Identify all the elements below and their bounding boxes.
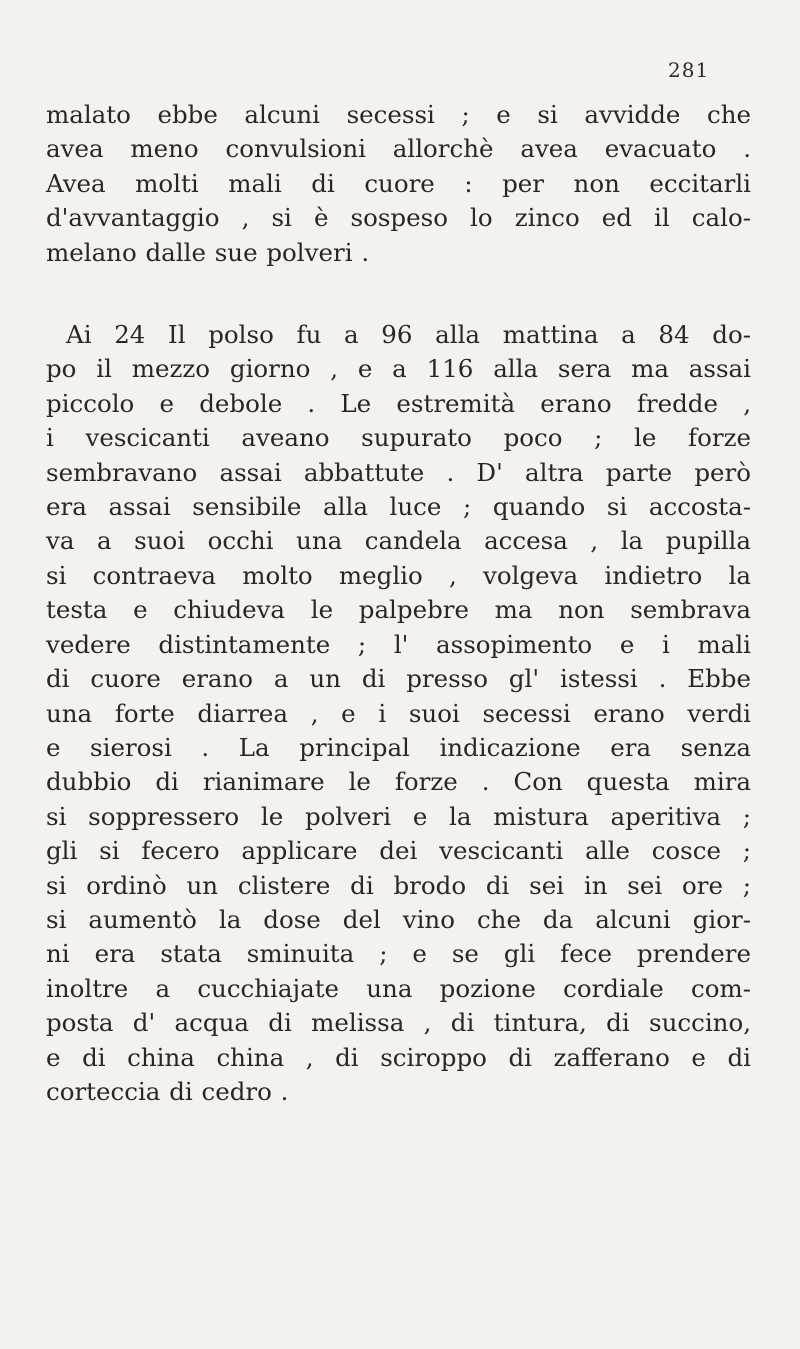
text-line: vedere distintamente ; l' assopimento e i mali [46, 629, 751, 659]
text-line: gli si fecero applicare dei vescicanti alle cosce ; [46, 836, 751, 866]
text-line: i vescicanti aveano supurato poco ; le forze [46, 423, 751, 453]
text-line: si soppressero le polveri e la mistura aperitiva ; [46, 801, 751, 831]
text-line: melano dalle sue polveri . [46, 237, 370, 267]
text-line: si contraeva molto meglio , volgeva indietro la [46, 560, 751, 590]
text-line: corteccia di cedro . [46, 1076, 289, 1106]
text-line: si ordinò un clistere di brodo di sei in sei ore ; [46, 870, 751, 900]
text-line: e sierosi . La principal indicazione era senza [46, 732, 751, 762]
text-line: dubbio di rianimare le forze . Con questa mira [46, 767, 751, 797]
text-line: piccolo e debole . Le estremità erano fredde , [46, 388, 751, 418]
paragraph-1 [46, 98, 751, 270]
paragraph-gap [46, 270, 751, 318]
text-line: e di china china , di sciroppo di zafferano e di [46, 1042, 751, 1072]
text-line: avea meno convulsioni allorchè avea evacuato . [46, 134, 751, 164]
page-number: 281 [668, 58, 710, 82]
text-line: una forte diarrea , e i suoi secessi erano verdi [46, 698, 751, 728]
paragraph-2 [46, 318, 751, 1109]
text-line: posta d' acqua di melissa , di tintura, di succino, [46, 1008, 751, 1038]
text-line: po il mezzo giorno , e a 116 alla sera ma assai [46, 354, 751, 384]
text-line: di cuore erano a un di presso gl' istessi . Ebbe [46, 664, 751, 694]
text-line: va a suoi occhi una candela accesa , la pupilla [46, 526, 751, 556]
text-line: ni era stata sminuita ; e se gli fece prendere [46, 939, 751, 969]
text-line: inoltre a cucchiajate una pozione cordiale com- [46, 973, 751, 1003]
text-line: d'avvantaggio , si è sospeso lo zinco ed il calo- [46, 203, 751, 233]
text-line: sembravano assai abbattute . D' altra parte però [46, 457, 751, 487]
body-text [46, 98, 751, 1109]
text-line: era assai sensibile alla luce ; quando si accosta- [46, 492, 751, 522]
text-line: Avea molti mali di cuore : per non eccitarli [46, 168, 751, 198]
text-line: testa e chiudeva le palpebre ma non sembrava [46, 595, 751, 625]
text-line: malato ebbe alcuni secessi ; e si avvidde che [46, 100, 751, 129]
text-line: Ai 24 Il polso fu a 96 alla mattina a 84 do- [66, 320, 751, 350]
text-line: si aumentò la dose del vino che da alcuni gior- [46, 904, 751, 934]
